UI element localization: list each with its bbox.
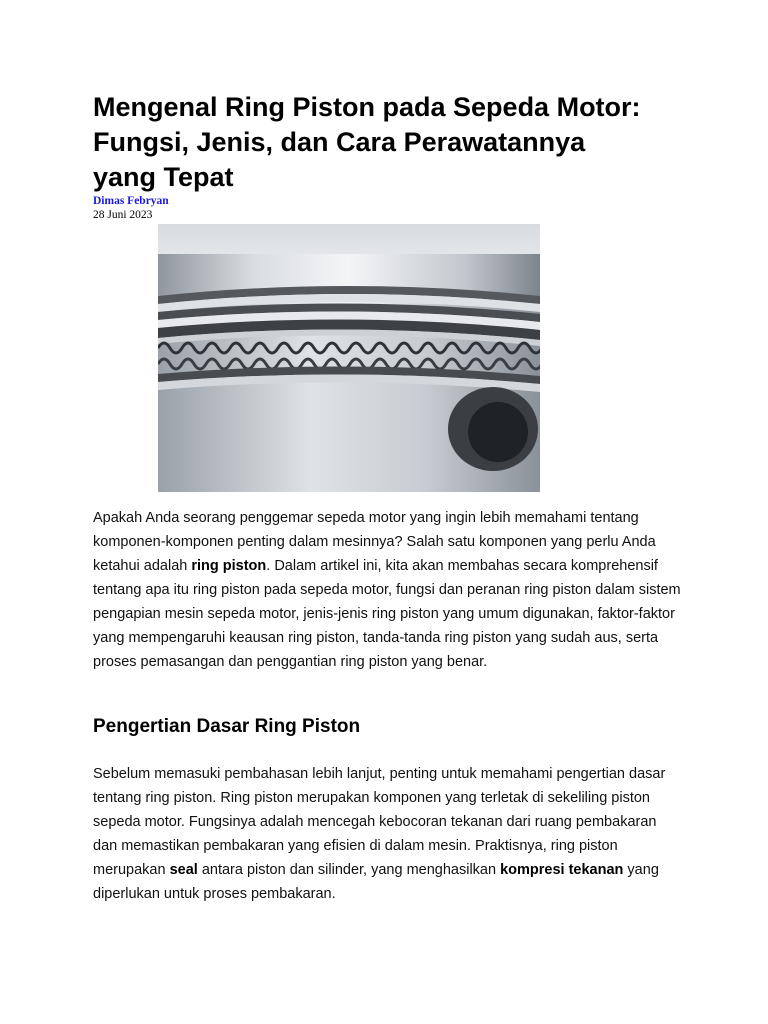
section-paragraph xyxy=(93,762,683,906)
section-text-1: Sebelum memasuki pembahasan lebih lanjut, penting untuk memahami pengertian dasar tentang ring piston. Ring piston merupakan komponen yang terletak di sekeliling piston sepeda motor. Fungsinya adalah mencegah kebocoran tekanan dari ruang pembakaran dan memastikan pembakaran yang efisien di dalam mesin. Praktisnya, ring piston merupakan xyxy=(93,766,666,878)
piston-illustration xyxy=(158,224,540,492)
section-bold-kompresi: kompresi tekanan xyxy=(500,862,624,878)
intro-bold-ring-piston: ring piston xyxy=(191,558,267,574)
section-text-2: antara piston dan silinder, yang menghasilkan xyxy=(197,862,501,878)
section-heading: Pengertian Dasar Ring Piston xyxy=(93,716,361,737)
section-text-3: yang diperlukan untuk proses pembakaran. xyxy=(93,862,659,902)
publish-date: 28 Juni 2023 xyxy=(93,209,153,221)
intro-text-1: Apakah Anda seorang penggemar sepeda motor yang ingin lebih memahami tentang komponen-komponen penting dalam mesinnya? Salah satu komponen yang perlu Anda ketahui adalah xyxy=(93,510,656,574)
author-link[interactable]: Dimas Febryan xyxy=(93,195,169,207)
article-title: Mengenal Ring Piston pada Sepeda Motor: Fungsi, Jenis, dan Cara Perawatannya yang Tepat xyxy=(93,92,641,192)
piston-image xyxy=(158,224,540,492)
intro-text-2: . Dalam artikel ini, kita akan membahas secara komprehensif tentang apa itu ring piston pada sepeda motor, fungsi dan peranan ring piston dalam sistem pengapian mesin sepeda motor, jenis-jenis ring piston yang umum digunakan, faktor-faktor yang mempengaruhi keausan ring piston, tanda-tanda ring piston yang sudah aus, serta proses pemasangan dan penggantian ring piston yang benar. xyxy=(93,558,681,670)
intro-paragraph xyxy=(93,506,683,674)
section-bold-seal: seal xyxy=(169,862,198,878)
